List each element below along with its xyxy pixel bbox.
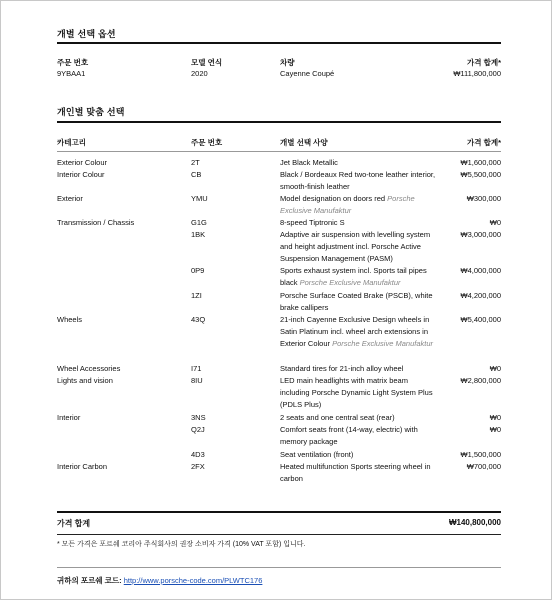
row-order-code: 3NS [191,413,206,422]
row-description [280,314,436,350]
row-category: Interior [57,413,81,422]
row-description-text: 8-speed Tiptronic S [280,218,345,227]
row-price: ₩0 [489,364,501,373]
row-order-code: 2FX [191,462,205,471]
row-order-code: 1BK [191,230,206,239]
row-order-code: CB [191,170,202,179]
row-category: Interior Carbon [57,462,108,471]
row-description-text: Heated multifunction Sports steering wheel in carbon [280,462,431,483]
row-manufaktur-note: Porsche Exclusive Manufaktur [332,339,434,348]
row-description-text: Sports exhaust system incl. Sports tail pipes black [280,266,427,287]
row-manufaktur-note: Porsche Exclusive Manufaktur [299,278,401,287]
row-description [280,193,436,217]
row-order-code: 1ZI [191,291,202,300]
row-description-text: Comfort seats front (14-way, electric) with memory package [280,425,418,446]
row-order-code: 4D3 [191,450,205,459]
row-price: ₩0 [489,218,501,227]
footnote: * 모든 가격은 포르쉐 코리아 주식회사의 권장 소비자 가격 (10% VAT 포함) 입니다. [57,541,306,548]
row-price: ₩4,000,000 [460,266,501,275]
row-description-text: LED main headlights with matrix beam including Porsche Dynamic Light System Plus (PDLS Plus) [280,376,433,409]
total-label: 가격 합계 [57,519,91,528]
row-price: ₩2,800,000 [460,376,501,385]
section-divider [57,121,501,123]
row-description [280,157,436,169]
row-order-code: 2T [191,158,200,167]
porsche-code-label: 귀하의 포르쉐 코드: [57,576,122,585]
row-price: ₩3,000,000 [460,230,501,239]
total-value: ₩140,800,000 [448,518,501,527]
row-description-text: Seat ventilation (front) [280,450,354,459]
row-description-text: Adaptive air suspension with levelling system and height adjustment incl. Porsche Active Suspension Management (PASM) [280,230,431,263]
order-number: 9YBAA1 [57,69,86,78]
row-order-code: Q2J [191,425,205,434]
row-price: ₩5,400,000 [460,315,501,324]
row-description [280,217,436,229]
row-price: ₩1,600,000 [460,158,501,167]
row-order-code: 43Q [191,315,206,324]
row-description [280,229,436,265]
row-description [280,169,436,193]
row-order-code: 8IU [191,376,203,385]
row-description [280,363,436,375]
row-category: Exterior [57,194,83,203]
header-category: 카테고리 [57,138,86,147]
header-order-no: 주문 번호 [191,138,223,147]
row-order-code: YMU [191,194,208,203]
footer-divider [57,567,501,568]
option-selection-title: 개별 선택 옵션 [57,29,116,39]
row-category: Exterior Colour [57,158,108,167]
row-description-text: Model designation on doors red [280,194,386,203]
row-order-code: I71 [191,364,202,373]
row-category: Lights and vision [57,376,113,385]
section-divider [57,42,501,44]
row-price: ₩0 [489,413,501,422]
row-price: ₩1,500,000 [460,450,501,459]
row-description-text: Jet Black Metallic [280,158,338,167]
header-order-no: 주문 번호 [57,58,89,67]
row-description-text: Porsche Surface Coated Brake (PSCB), white brake callipers [280,291,433,312]
row-order-code: G1G [191,218,207,227]
vehicle-name: Cayenne Coupé [280,69,335,78]
row-category: Wheels [57,315,83,324]
row-category: Wheel Accessories [57,364,121,373]
model-year: 2020 [191,69,208,78]
total-divider-top [57,511,501,513]
row-description [280,265,436,289]
porsche-code-link[interactable]: http://www.porsche-code.com/PLWTC176 [123,576,263,585]
row-order-code: 0P9 [191,266,205,275]
row-description-text: Black / Bordeaux Red two-tone leather interior, smooth-finish leather [280,170,436,191]
row-price: ₩5,500,000 [460,170,501,179]
row-price: ₩700,000 [466,462,501,471]
row-category: Transmission / Chassis [57,218,135,227]
table-header-divider [57,151,501,152]
row-description [280,424,436,448]
row-description [280,375,436,411]
base-price: ₩111,800,000 [453,69,501,78]
custom-selection-title: 개인별 맞춤 선택 [57,107,125,117]
header-spec: 개별 선택 사양 [280,138,328,147]
row-manufaktur-note: Porsche Exclusive Manufaktur [280,194,415,215]
row-description [280,412,436,424]
total-divider-bottom [57,534,501,535]
row-description-text: 2 seats and one central seat (rear) [280,413,395,422]
header-price-total: 가격 합계* [467,58,501,67]
header-price-total: 가격 합계* [467,138,501,147]
header-model-year: 모델 연식 [191,58,223,67]
row-description-text: 21-inch Cayenne Exclusive Design wheels in Satin Platinum incl. wheel arch extensions in Exterior Colour [280,315,430,348]
header-vehicle: 차량 [280,58,295,67]
row-price: ₩0 [489,425,501,434]
row-price: ₩4,200,000 [460,291,501,300]
row-category: Interior Colour [57,170,105,179]
row-description [280,461,436,485]
row-price: ₩300,000 [466,194,501,203]
porsche-code-line [57,575,501,587]
row-description [280,449,436,461]
row-description [280,290,436,314]
row-description-text: Standard tires for 21-inch alloy wheel [280,364,404,373]
